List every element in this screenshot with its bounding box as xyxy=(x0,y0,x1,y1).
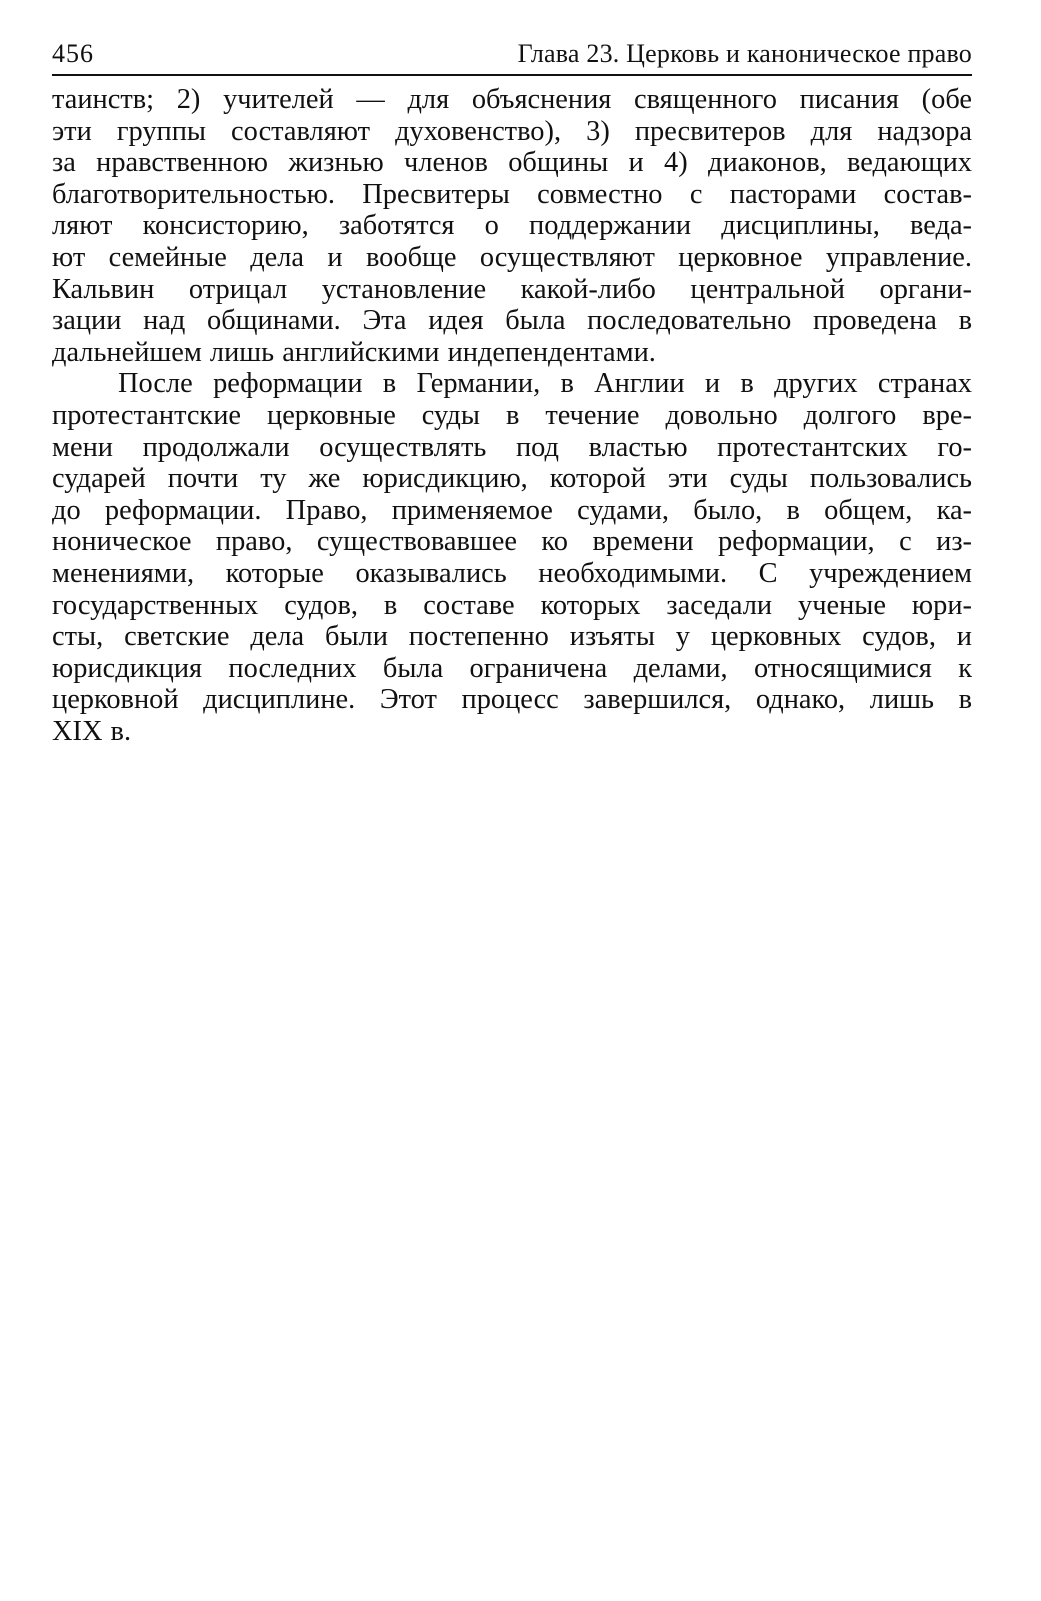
text-line: мени продолжали осуществлять под властью протестантских го- xyxy=(52,431,972,463)
text-line: дальнейшем лишь английскими индепендентами. xyxy=(52,336,656,368)
text-line: сты, светские дела были постепенно изъяты у церковных судов, и xyxy=(52,621,972,653)
text-line: ляют консисторию, заботятся о поддержании дисциплины, веда- xyxy=(52,210,972,242)
text-line: за нравственною жизнью членов общины и 4) диаконов, ведающих xyxy=(52,147,972,179)
text-line: до реформации. Право, применяемое судами, было, в общем, ка- xyxy=(52,494,972,526)
text-line: зации над общинами. Эта идея была последовательно проведена в xyxy=(52,305,972,337)
text-line: XIX в. xyxy=(52,715,132,747)
text-line: юрисдикция последних была ограничена делами, относящимися к xyxy=(52,652,972,684)
book-page xyxy=(52,36,972,747)
text-line: Кальвин отрицал установление какой-либо центральной органи- xyxy=(52,273,972,305)
text-line: менениями, которые оказывались необходимыми. С учреждением xyxy=(52,557,972,589)
paragraph-1 xyxy=(52,84,972,368)
text-line: ноническое право, существовавшее ко времени реформации, с из- xyxy=(52,526,972,558)
text-line: протестантские церковные суды в течение довольно долгого вре- xyxy=(52,399,972,431)
body-text xyxy=(52,84,972,747)
text-line: ют семейные дела и вообще осуществляют церковное управление. xyxy=(52,241,972,273)
text-line: государственных судов, в составе которых заседали ученые юри- xyxy=(52,589,972,621)
text-line: таинств; 2) учителей — для объяснения священного писания (обе xyxy=(52,84,972,115)
text-line: После реформации в Германии, в Англии и в других странах xyxy=(118,368,972,400)
text-line: благотворительностью. Пресвитеры совместно с пасторами состав- xyxy=(52,178,972,210)
running-head xyxy=(52,36,972,76)
paragraph-2 xyxy=(52,368,972,747)
text-line: эти группы составляют духовенство), 3) пресвитеров для надзора xyxy=(52,115,972,147)
text-line: сударей почти ту же юрисдикцию, которой эти суды пользовались xyxy=(52,463,972,495)
page-number: 456 xyxy=(52,39,94,68)
text-line: церковной дисциплине. Этот процесс завершился, однако, лишь в xyxy=(52,684,972,716)
chapter-title: Глава 23. Церковь и каноническое право xyxy=(517,39,972,68)
